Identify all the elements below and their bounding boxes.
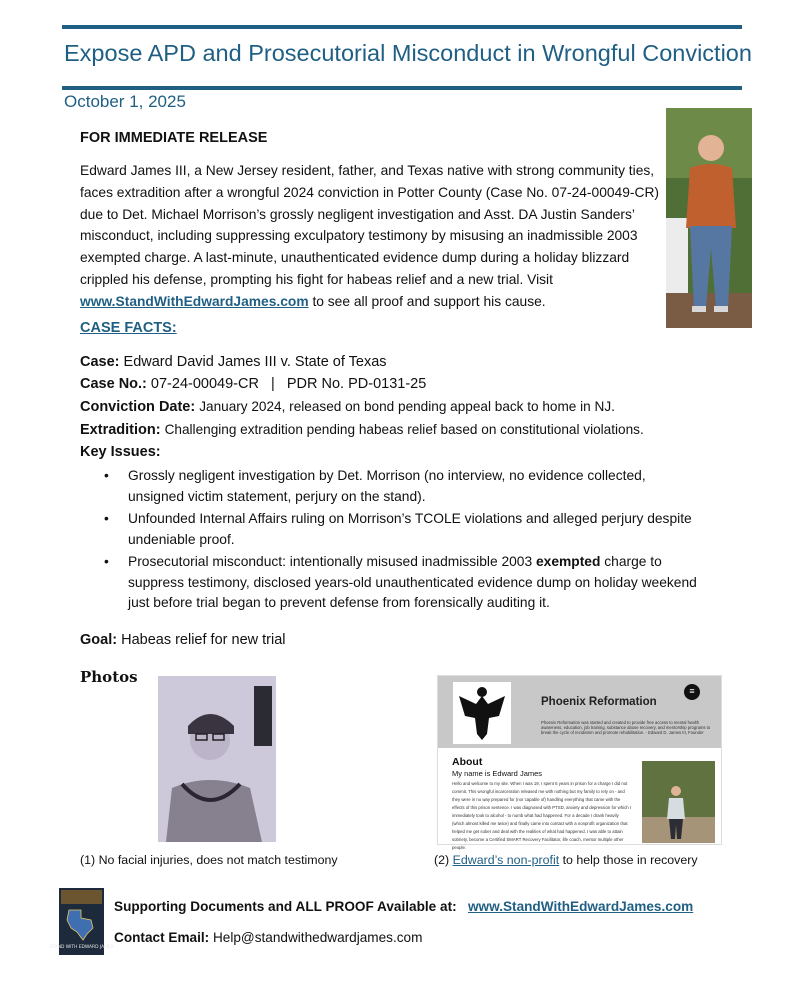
docs-label: Supporting Documents and ALL PROOF Available at:: [114, 899, 457, 914]
conviction-label: Conviction Date:: [80, 399, 196, 415]
conviction-line: [80, 399, 615, 415]
about-story: Hello and welcome to my site. When I was 19, I spent 6 years in prison for a charge I did not commit. This wrongful incarceration released me with nothing but my family to rely on - and they were in no way prepared for (nor capable of) handling everything that came with the effects of this prison sentence. I was diagnosed with PTSD, anxiety and depression for which I immediately took to alcohol - to numb what had happened. For a decade I drank heavily (which almost killed me twice) and finally came into contact with a nonprofit organization that helped me get sober and deal with the realities of what had happened. I was able to attain sobriety, become a Certified SMART Recovery Facilitator, life coach, mentor multiple other people.: [452, 781, 632, 850]
case-line: [80, 354, 387, 370]
contact-line: [114, 930, 422, 945]
top-rule: [62, 25, 742, 29]
evidence-illustration: [158, 676, 276, 842]
about-subheading: My name is Edward James: [452, 769, 543, 778]
nonprofit-blurb: Phoenix Reformation was started and created to provide free access to mental health awareness, education, job training, substance abuse recovery, and mentorship programs to break the cycle of recidivism and promote rehabilitation. - Edward D. James III, Founder: [541, 720, 711, 736]
nonprofit-screenshot: [437, 675, 722, 850]
release-label: FOR IMMEDIATE RELEASE: [80, 130, 268, 146]
goal-line: [80, 632, 286, 648]
list-item: [104, 466, 704, 507]
website-link[interactable]: www.StandWithEdwardJames.com: [80, 293, 309, 309]
intro-text: Edward James III, a New Jersey resident, father, and Texas native with strong community ties, faces extradition after a wrongful 2024 conviction in Potter County (Case No. 07-24-00049-CR) due to Det. Michael Morrison’s grossly negligent investigation and Asst. DA Justin Sanders’ misconduct, including suppressing exculpatory testimony by misusing an inadmissible 2003 exempted charge. A last-minute, unauthenticated evidence dump during a holiday blizzard crippled his defense, prompting his fight for habeas relief and a new trial. Visit: [80, 163, 660, 287]
eagle-icon: [453, 682, 511, 744]
photo-caption-1: (1) No facial injuries, does not match testimony: [80, 853, 338, 867]
title-underline: [62, 86, 742, 90]
outdoor-illustration: [642, 761, 715, 843]
case-label: Case:: [80, 354, 120, 370]
footer-website-link[interactable]: www.StandWithEdwardJames.com: [467, 899, 694, 914]
list-item: [104, 509, 704, 550]
logo-text: STAND WITH EDWARD JAMES: [49, 945, 114, 950]
key-issues-label: Key Issues:: [80, 444, 161, 460]
outdoor-photo: [642, 761, 715, 843]
portrait-photo: [666, 108, 752, 328]
caption-2-rest: to help those in recovery: [562, 853, 698, 867]
case-no-label: Case No.:: [80, 376, 147, 392]
goal-value: Habeas relief for new trial: [121, 632, 286, 648]
email-value[interactable]: Help@standwithedwardjames.com: [212, 930, 423, 945]
texas-logo-icon: [49, 888, 114, 955]
case-value: Edward David James III v. State of Texas: [123, 354, 387, 370]
case-no-line: [80, 376, 426, 392]
portrait-illustration: [666, 108, 752, 328]
menu-icon: ≡: [684, 684, 700, 700]
bullet-icon: •: [104, 511, 109, 526]
extradition-value: Challenging extradition pending habeas relief based on constitutional violations.: [164, 422, 644, 437]
issues-list: [104, 466, 704, 616]
issue-text-end: charge to suppress testimony, disclosed years-old unauthenticated evidence dump on holiday weekend just before trial began to prevent defense from forensically auditing it.: [128, 554, 697, 610]
photos-label: Photos: [80, 668, 138, 686]
issue-emphasis: exempted: [536, 554, 601, 569]
case-no-value: 07-24-00049-CR | PDR No. PD-0131-25: [150, 376, 427, 392]
email-label: Contact Email:: [114, 930, 210, 945]
goal-label: Goal:: [80, 632, 118, 648]
intro-tail: to see all proof and support his cause.: [312, 293, 546, 309]
issue-text: Grossly negligent investigation by Det. Morrison (no interview, no evidence collected, unsigned victim statement, perjury on the stand).: [128, 468, 646, 504]
docs-line: [114, 899, 693, 914]
extradition-line: [80, 422, 644, 438]
conviction-value: January 2024, released on bond pending appeal back to home in NJ.: [199, 399, 615, 414]
campaign-logo: [49, 888, 114, 955]
about-heading: About: [452, 756, 483, 768]
issue-text: Unfounded Internal Affairs ruling on Morrison’s TCOLE violations and alleged perjury despite undeniable proof.: [128, 511, 692, 547]
bullet-icon: •: [104, 468, 109, 483]
release-date: October 1, 2025: [64, 92, 186, 111]
issue-text-start: Prosecutorial misconduct: intentionally misused inadmissible 2003: [128, 554, 533, 569]
nonprofit-link[interactable]: Edward’s non-profit: [452, 853, 560, 867]
case-facts-heading: CASE FACTS:: [80, 320, 177, 336]
page-title: Expose APD and Prosecutorial Misconduct in Wrongful Conviction: [64, 40, 752, 66]
extradition-label: Extradition:: [80, 422, 161, 438]
evidence-photo: [158, 676, 276, 842]
eagle-crest-icon: [453, 682, 511, 744]
nonprofit-brand: Phoenix Reformation: [541, 696, 657, 708]
photo-caption-2: [434, 853, 698, 867]
key-issues-line: [80, 444, 161, 460]
bullet-icon: •: [104, 554, 109, 569]
intro-paragraph: [80, 160, 660, 313]
caption-2-prefix: (2): [434, 853, 450, 867]
list-item: [104, 552, 704, 614]
